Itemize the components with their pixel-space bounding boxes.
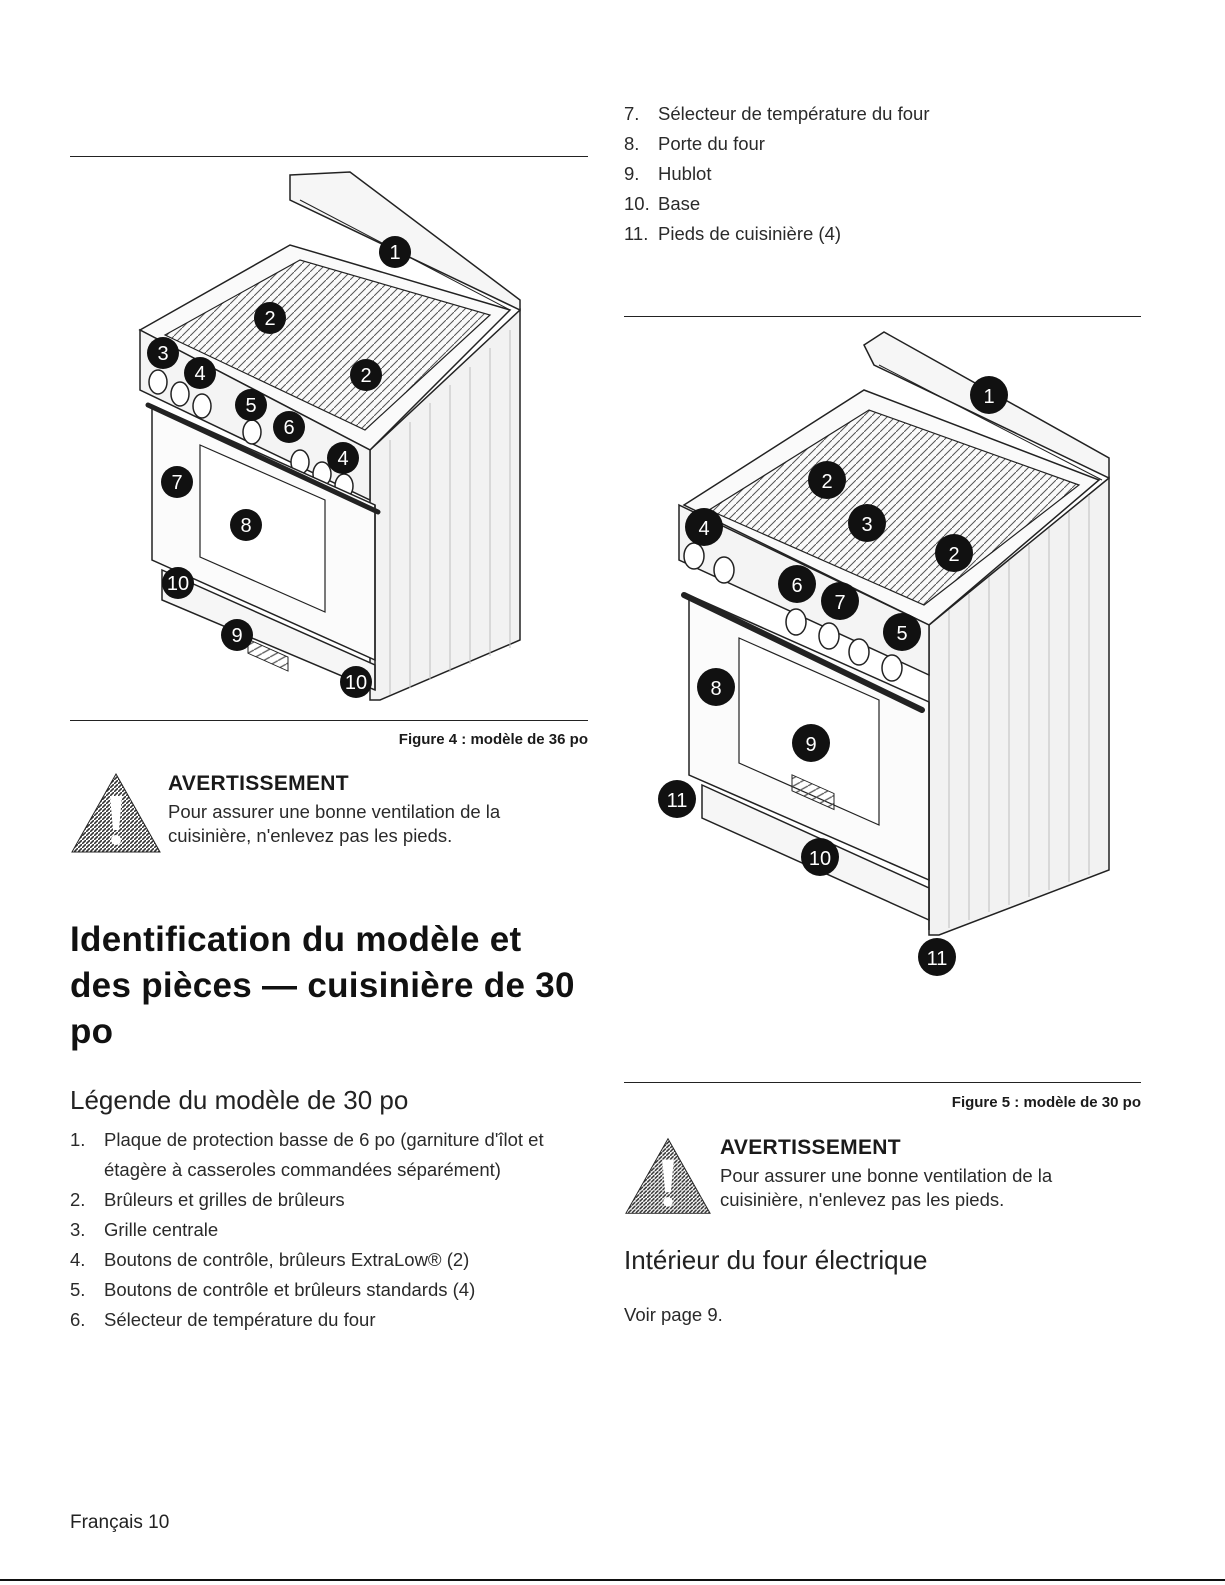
list-item-number: 4. — [70, 1249, 86, 1270]
callout-8: 8 — [240, 515, 252, 537]
warning-left — [70, 772, 590, 872]
callout-11: 11 — [926, 948, 948, 970]
list-item — [624, 159, 1144, 189]
figure5-caption: Figure 5 : modèle de 30 po — [951, 1094, 1141, 1111]
list-item-text: Plaque de protection basse de 6 po (garniture d'îlot et — [104, 1129, 544, 1150]
parts-list-continued — [624, 99, 1144, 249]
list-item-text: étagère à casseroles commandées séparément) — [104, 1159, 501, 1180]
main-heading-line3: po — [70, 1012, 114, 1051]
callout-6: 6 — [791, 575, 803, 597]
callout-6: 6 — [283, 417, 295, 439]
list-item — [624, 129, 1144, 159]
figure5-top-rule — [624, 316, 1141, 317]
list-item — [624, 219, 1144, 249]
callout-4: 4 — [698, 518, 710, 540]
list-item-number: 8. — [624, 133, 640, 154]
figure5-range-illustration — [624, 320, 1144, 1000]
warning-right-title: AVERTISSEMENT — [720, 1136, 901, 1159]
figure4-range-illustration — [70, 160, 590, 720]
callout-5: 5 — [896, 623, 908, 645]
callout-10: 10 — [808, 848, 832, 870]
callout-1: 1 — [389, 242, 401, 264]
list-item-text: Grille centrale — [104, 1219, 219, 1240]
callout-10: 10 — [344, 672, 368, 694]
list-item — [70, 1185, 600, 1215]
warning-left-title: AVERTISSEMENT — [168, 772, 349, 795]
oven-interior-heading: Intérieur du four électrique — [624, 1245, 928, 1275]
list-item — [70, 1125, 600, 1185]
list-item-number: 1. — [70, 1129, 86, 1150]
warning-right-line2: cuisinière, n'enlevez pas les pieds. — [720, 1189, 1005, 1210]
callout-8: 8 — [710, 678, 722, 700]
oven-interior-text: Voir page 9. — [624, 1304, 723, 1325]
list-item-number: 3. — [70, 1219, 86, 1240]
callout-4: 4 — [194, 363, 206, 385]
list-item — [70, 1275, 600, 1305]
legend-list — [70, 1125, 600, 1335]
list-item — [70, 1245, 600, 1275]
main-heading-line1: Identification du modèle et — [70, 920, 522, 959]
list-item-number: 5. — [70, 1279, 86, 1300]
warning-right-line1: Pour assurer une bonne ventilation de la — [720, 1165, 1053, 1186]
callout-2: 2 — [360, 365, 372, 387]
warning-triangle-icon — [70, 772, 162, 854]
warning-left-line2: cuisinière, n'enlevez pas les pieds. — [168, 825, 453, 846]
main-heading-line2: des pièces — cuisinière de 30 — [70, 966, 575, 1005]
list-item — [624, 189, 1144, 219]
callout-9: 9 — [805, 734, 817, 756]
callout-4: 4 — [337, 448, 349, 470]
figure4-bottom-rule — [70, 720, 588, 721]
list-item-number: 7. — [624, 103, 640, 124]
list-item — [70, 1305, 600, 1335]
list-item-text: Brûleurs et grilles de brûleurs — [104, 1189, 345, 1210]
main-heading — [70, 917, 610, 1055]
callout-9: 9 — [231, 625, 243, 647]
callout-3: 3 — [861, 514, 873, 536]
figure4-top-rule — [70, 156, 588, 157]
callout-1: 1 — [983, 386, 995, 408]
list-item-text: Porte du four — [658, 133, 765, 154]
list-item-text: Boutons de contrôle et brûleurs standards (4) — [104, 1279, 476, 1300]
list-item-text: Sélecteur de température du four — [104, 1309, 376, 1330]
list-item-text: Base — [658, 193, 701, 214]
figure4-caption: Figure 4 : modèle de 36 po — [398, 731, 588, 748]
list-item — [70, 1215, 600, 1245]
list-item-text: Boutons de contrôle, brûleurs ExtraLow® (2) — [104, 1249, 470, 1270]
page-footer: Français 10 — [70, 1512, 170, 1533]
warning-left-line1: Pour assurer une bonne ventilation de la — [168, 801, 501, 822]
legend-heading: Légende du modèle de 30 po — [70, 1085, 409, 1115]
callout-2: 2 — [264, 308, 276, 330]
list-item-number: 9. — [624, 163, 640, 184]
list-item-number: 6. — [70, 1309, 86, 1330]
list-item-text: Pieds de cuisinière (4) — [658, 223, 842, 244]
callout-2: 2 — [948, 544, 960, 566]
list-item-text: Hublot — [658, 163, 712, 184]
list-item — [624, 99, 1144, 129]
callout-2: 2 — [821, 471, 833, 493]
list-item-number: 10. — [624, 193, 650, 214]
callout-10: 10 — [166, 573, 190, 595]
callout-5: 5 — [245, 395, 257, 417]
callout-7: 7 — [171, 472, 183, 494]
figure5-bottom-rule — [624, 1082, 1141, 1083]
callout-3: 3 — [157, 343, 169, 365]
callout-11: 11 — [666, 790, 688, 812]
warning-triangle-icon — [624, 1136, 712, 1216]
list-item-number: 11. — [624, 223, 649, 244]
list-item-number: 2. — [70, 1189, 86, 1210]
page-bottom-border — [0, 1579, 1225, 1581]
callout-7: 7 — [834, 592, 846, 614]
warning-right — [624, 1136, 1144, 1236]
list-item-text: Sélecteur de température du four — [658, 103, 930, 124]
